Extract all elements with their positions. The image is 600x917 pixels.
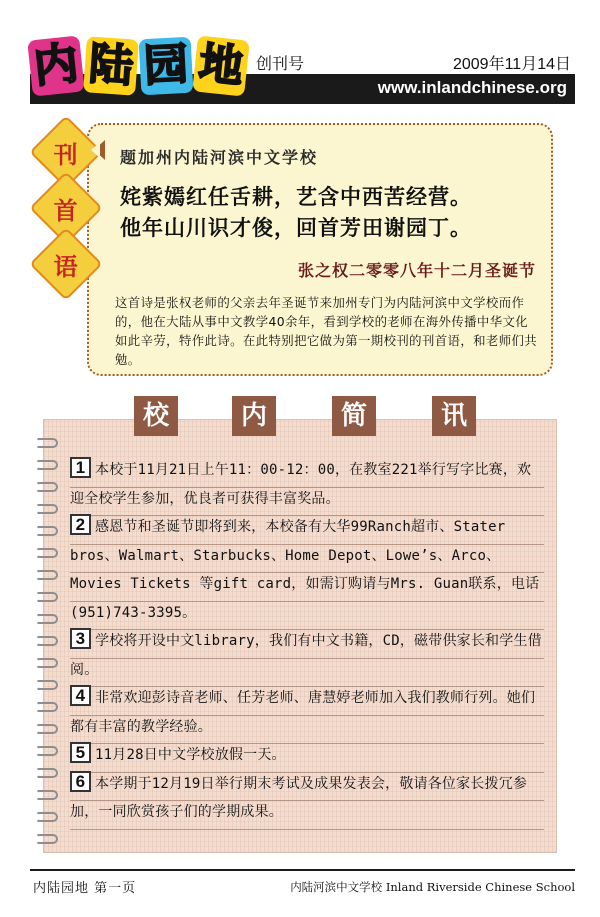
- news-item-number: 6: [70, 771, 91, 792]
- news-item: [70, 684, 544, 741]
- newsletter-logo: [30, 24, 250, 94]
- spiral-ring: [36, 680, 58, 690]
- news-item-text: 非常欢迎彭诗音老师、任芳老师、唐慧婷老师加入我们教师行列。她们都有丰富的教学经验。: [70, 690, 536, 735]
- news-title-char: 简: [332, 396, 376, 436]
- foreword-tag-char: 首: [54, 196, 78, 225]
- news-item-number: 1: [70, 457, 91, 478]
- news-item-text: 11月28日中文学校放假一天。: [95, 747, 286, 763]
- logo-char: 内: [27, 35, 85, 96]
- spiral-ring: [36, 460, 58, 470]
- spiral-ring: [36, 812, 58, 822]
- spiral-ring: [36, 834, 58, 844]
- news-item-text: 本校于11月21日上午11：00-12：00，在教室221举行写字比赛，欢迎全校学生参加，优良者可获得丰富奖品。: [70, 462, 532, 507]
- news-title-char: 校: [134, 396, 178, 436]
- foreword-tags: [40, 126, 96, 294]
- spiral-ring: [36, 526, 58, 536]
- issue-date: 2009年11月14日: [452, 56, 571, 73]
- news-item: [70, 513, 544, 627]
- logo-char: 陆: [83, 36, 139, 95]
- footer-page-label: 内陆园地 第一页: [33, 881, 137, 896]
- news-item-text: 学校将开设中文library，我们有中文书籍，CD，磁带供家长和学生借阅。: [70, 633, 542, 678]
- news-item-number: 3: [70, 628, 91, 649]
- news-item: [70, 770, 544, 827]
- spiral-ring: [36, 746, 58, 756]
- spiral-ring: [36, 636, 58, 646]
- spiral-binding: [36, 418, 60, 852]
- spiral-ring: [36, 702, 58, 712]
- news-item: [70, 741, 544, 770]
- issue-label: 创刊号: [256, 54, 305, 73]
- spiral-ring: [36, 438, 58, 448]
- news-item-text: 感恩节和圣诞节即将到来，本校备有大华99Ranch超市、Stater bros、Walmart、Starbucks、Home Depot、Lowe’s、Arco、Movies Tickets 等gift card，如需订购请与Mrs. Guan联系，电话(951)743-3395。: [70, 519, 540, 621]
- foreword-tag-char: 刊: [54, 140, 78, 169]
- speech-pointer-inner: [91, 142, 100, 158]
- logo-char: 地: [192, 35, 250, 96]
- poem-signature: 张之权二零零八年十二月圣诞节: [297, 261, 536, 280]
- foreword-tag: [29, 227, 103, 301]
- spiral-ring: [36, 768, 58, 778]
- poem-heading: 题加州内陆河滨中文学校: [120, 148, 319, 167]
- spiral-ring: [36, 724, 58, 734]
- news-item-number: 2: [70, 514, 91, 535]
- news-section-title: [134, 396, 484, 436]
- website-url[interactable]: www.inlandchinese.org: [377, 78, 567, 97]
- poem-line: 姹紫嫣红任舌耕，艺含中西苦经营。: [120, 184, 472, 209]
- spiral-ring: [36, 548, 58, 558]
- spiral-ring: [36, 790, 58, 800]
- spiral-ring: [36, 658, 58, 668]
- news-item-number: 5: [70, 742, 91, 763]
- masthead: [30, 24, 575, 106]
- logo-char: 园: [139, 37, 194, 96]
- news-item: [70, 456, 544, 513]
- foreword-tag-char: 语: [54, 252, 78, 281]
- spiral-ring: [36, 570, 58, 580]
- spiral-ring: [36, 614, 58, 624]
- news-title-char: 内: [232, 396, 276, 436]
- footer-school-name: 内陆河滨中文学校 Inland Riverside Chinese School: [290, 880, 575, 894]
- news-item: [70, 627, 544, 684]
- spiral-ring: [36, 592, 58, 602]
- poem-note: 这首诗是张权老师的父亲去年圣诞节来加州专门为内陆河滨中文学校而作的，他在大陆从事中文教学40余年，看到学校的老师在海外传播中华文化如此辛劳，特作此诗。在此特别把它做为第一期校刊的刊首语，和老师们共勉。: [115, 295, 538, 367]
- footer-divider: [30, 869, 575, 871]
- ruled-line: [70, 829, 544, 830]
- news-item-number: 4: [70, 685, 91, 706]
- news-list: [70, 456, 544, 827]
- spiral-ring: [36, 504, 58, 514]
- poem-line: 他年山川识才俊，回首芳田谢园丁。: [120, 215, 472, 240]
- news-title-char: 讯: [432, 396, 476, 436]
- spiral-ring: [36, 482, 58, 492]
- news-item-text: 本学期于12月19日举行期末考试及成果发表会，敬请各位家长拨冗参加，一同欣赏孩子们的学期成果。: [70, 775, 528, 820]
